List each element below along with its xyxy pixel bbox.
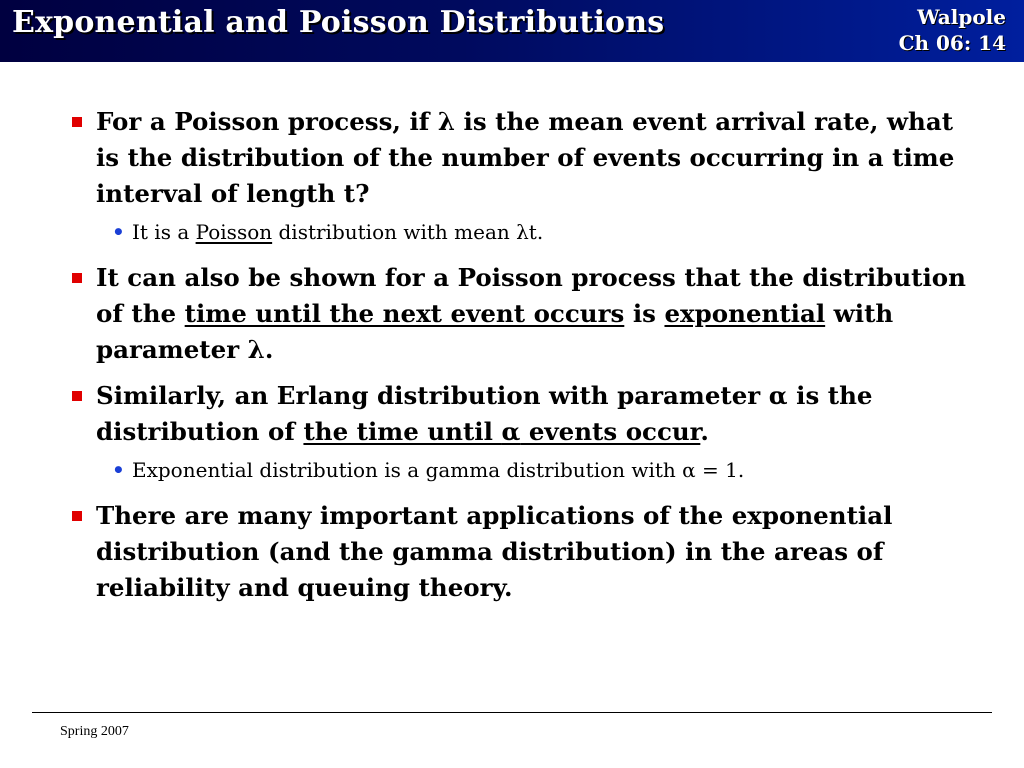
square-bullet-icon (72, 511, 82, 521)
dot-bullet-icon: • (112, 220, 125, 244)
chapter-page-label: Ch 06: 14 (898, 31, 1006, 55)
bullet-poisson-question: For a Poisson process, if λ is the mean event arrival rate, what is the distribution of the number of events occurring in a time interval of length t? (72, 104, 982, 212)
square-bullet-icon (72, 391, 82, 401)
bullet-exponential-waiting-time: It can also be shown for a Poisson process that the distribution of the time until the next event occurs is exponential with parameter λ. (72, 260, 982, 368)
bullet-erlang-distribution: Similarly, an Erlang distribution with parameter α is the distribution of the time until α events occur. (72, 378, 982, 450)
slide-title: Exponential and Poisson Distributions (12, 5, 665, 40)
time-until-next-event-term: time until the next event occurs (184, 299, 625, 328)
course-label: Walpole (917, 5, 1006, 29)
square-bullet-icon (72, 273, 82, 283)
square-bullet-icon (72, 117, 82, 127)
poisson-term: Poisson (195, 220, 273, 244)
bullet-applications: There are many important applications of the exponential distribution (and the gamma distribution) in the areas of reliability and queuing theory. (72, 498, 982, 606)
sub-bullet-exponential-gamma: • Exponential distribution is a gamma distribution with α = 1. (72, 454, 982, 486)
time-until-alpha-events-term: the time until α events occur (303, 417, 701, 446)
slide-reference (899, 4, 1006, 56)
footer-date: Spring 2007 (60, 724, 129, 739)
title-bar (0, 0, 1024, 62)
footer-divider (32, 712, 992, 713)
slide-content (72, 104, 982, 616)
exponential-term: exponential (664, 299, 826, 328)
sub-bullet-poisson-answer: • It is a Poisson distribution with mean λt. (72, 216, 982, 248)
dot-bullet-icon: • (112, 458, 125, 482)
